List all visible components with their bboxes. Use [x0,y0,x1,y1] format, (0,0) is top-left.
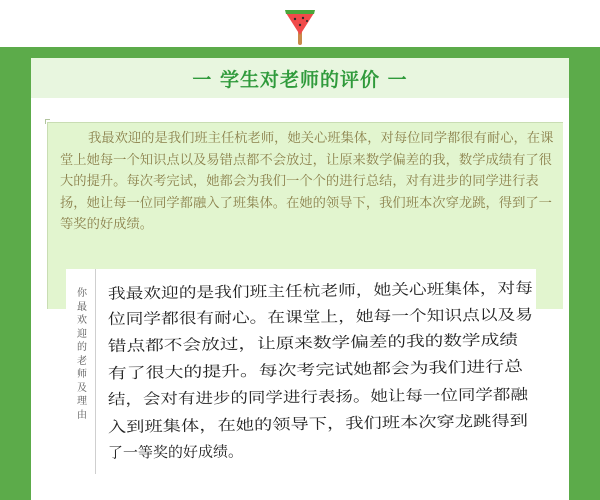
section-title: 一 学生对老师的评价 一 [192,68,408,91]
handwritten-line: 结，会对有进步的同学进行表扬。她让每一位同学都融 [107,386,469,409]
evaluation-paragraph: 我最欢迎的是我们班主任杭老师，她关心班集体，对每位同学都很有耐心，在课堂上她每一个知识点以及易错点都不会放过，让原来数学偏差的我，数学成绩有了很大的提升。每次考完试，她都会为我们一个个的进行总结，对有进步的同学进行表扬，她让每一位同学都融入了班集体。在她的领导下，我们班本次穿龙跳，得到了一等奖的好成绩。 [60,131,554,232]
label-divider [95,269,96,474]
handwritten-line: 错点都不会放过，让原来数学偏差的我的数学成绩 [107,331,439,356]
evaluation-card [31,58,569,500]
handwritten-line: 位同学都很有耐心。在课堂上，她每一个知识点以及易 [107,306,469,329]
header-strip [0,0,600,47]
handwritten-card [66,269,536,474]
title-band [31,58,569,98]
handwritten-line: 我最欢迎的是我们班主任杭老师，她关心班集体，对每 [107,279,469,303]
handwritten-line: 有了很大的提升。每次考完试她都会为我们进行总 [107,358,439,383]
watermelon-popsicle-icon [283,7,317,47]
handwritten-line: 入到班集体，在她的领导下，我们班本次穿龙跳得到 [107,412,454,437]
handwritten-text [106,274,536,474]
handwritten-card-label: 你最欢迎的老师及理由 [77,288,87,421]
handwritten-line: 了一等奖的好成绩。 [107,442,244,462]
